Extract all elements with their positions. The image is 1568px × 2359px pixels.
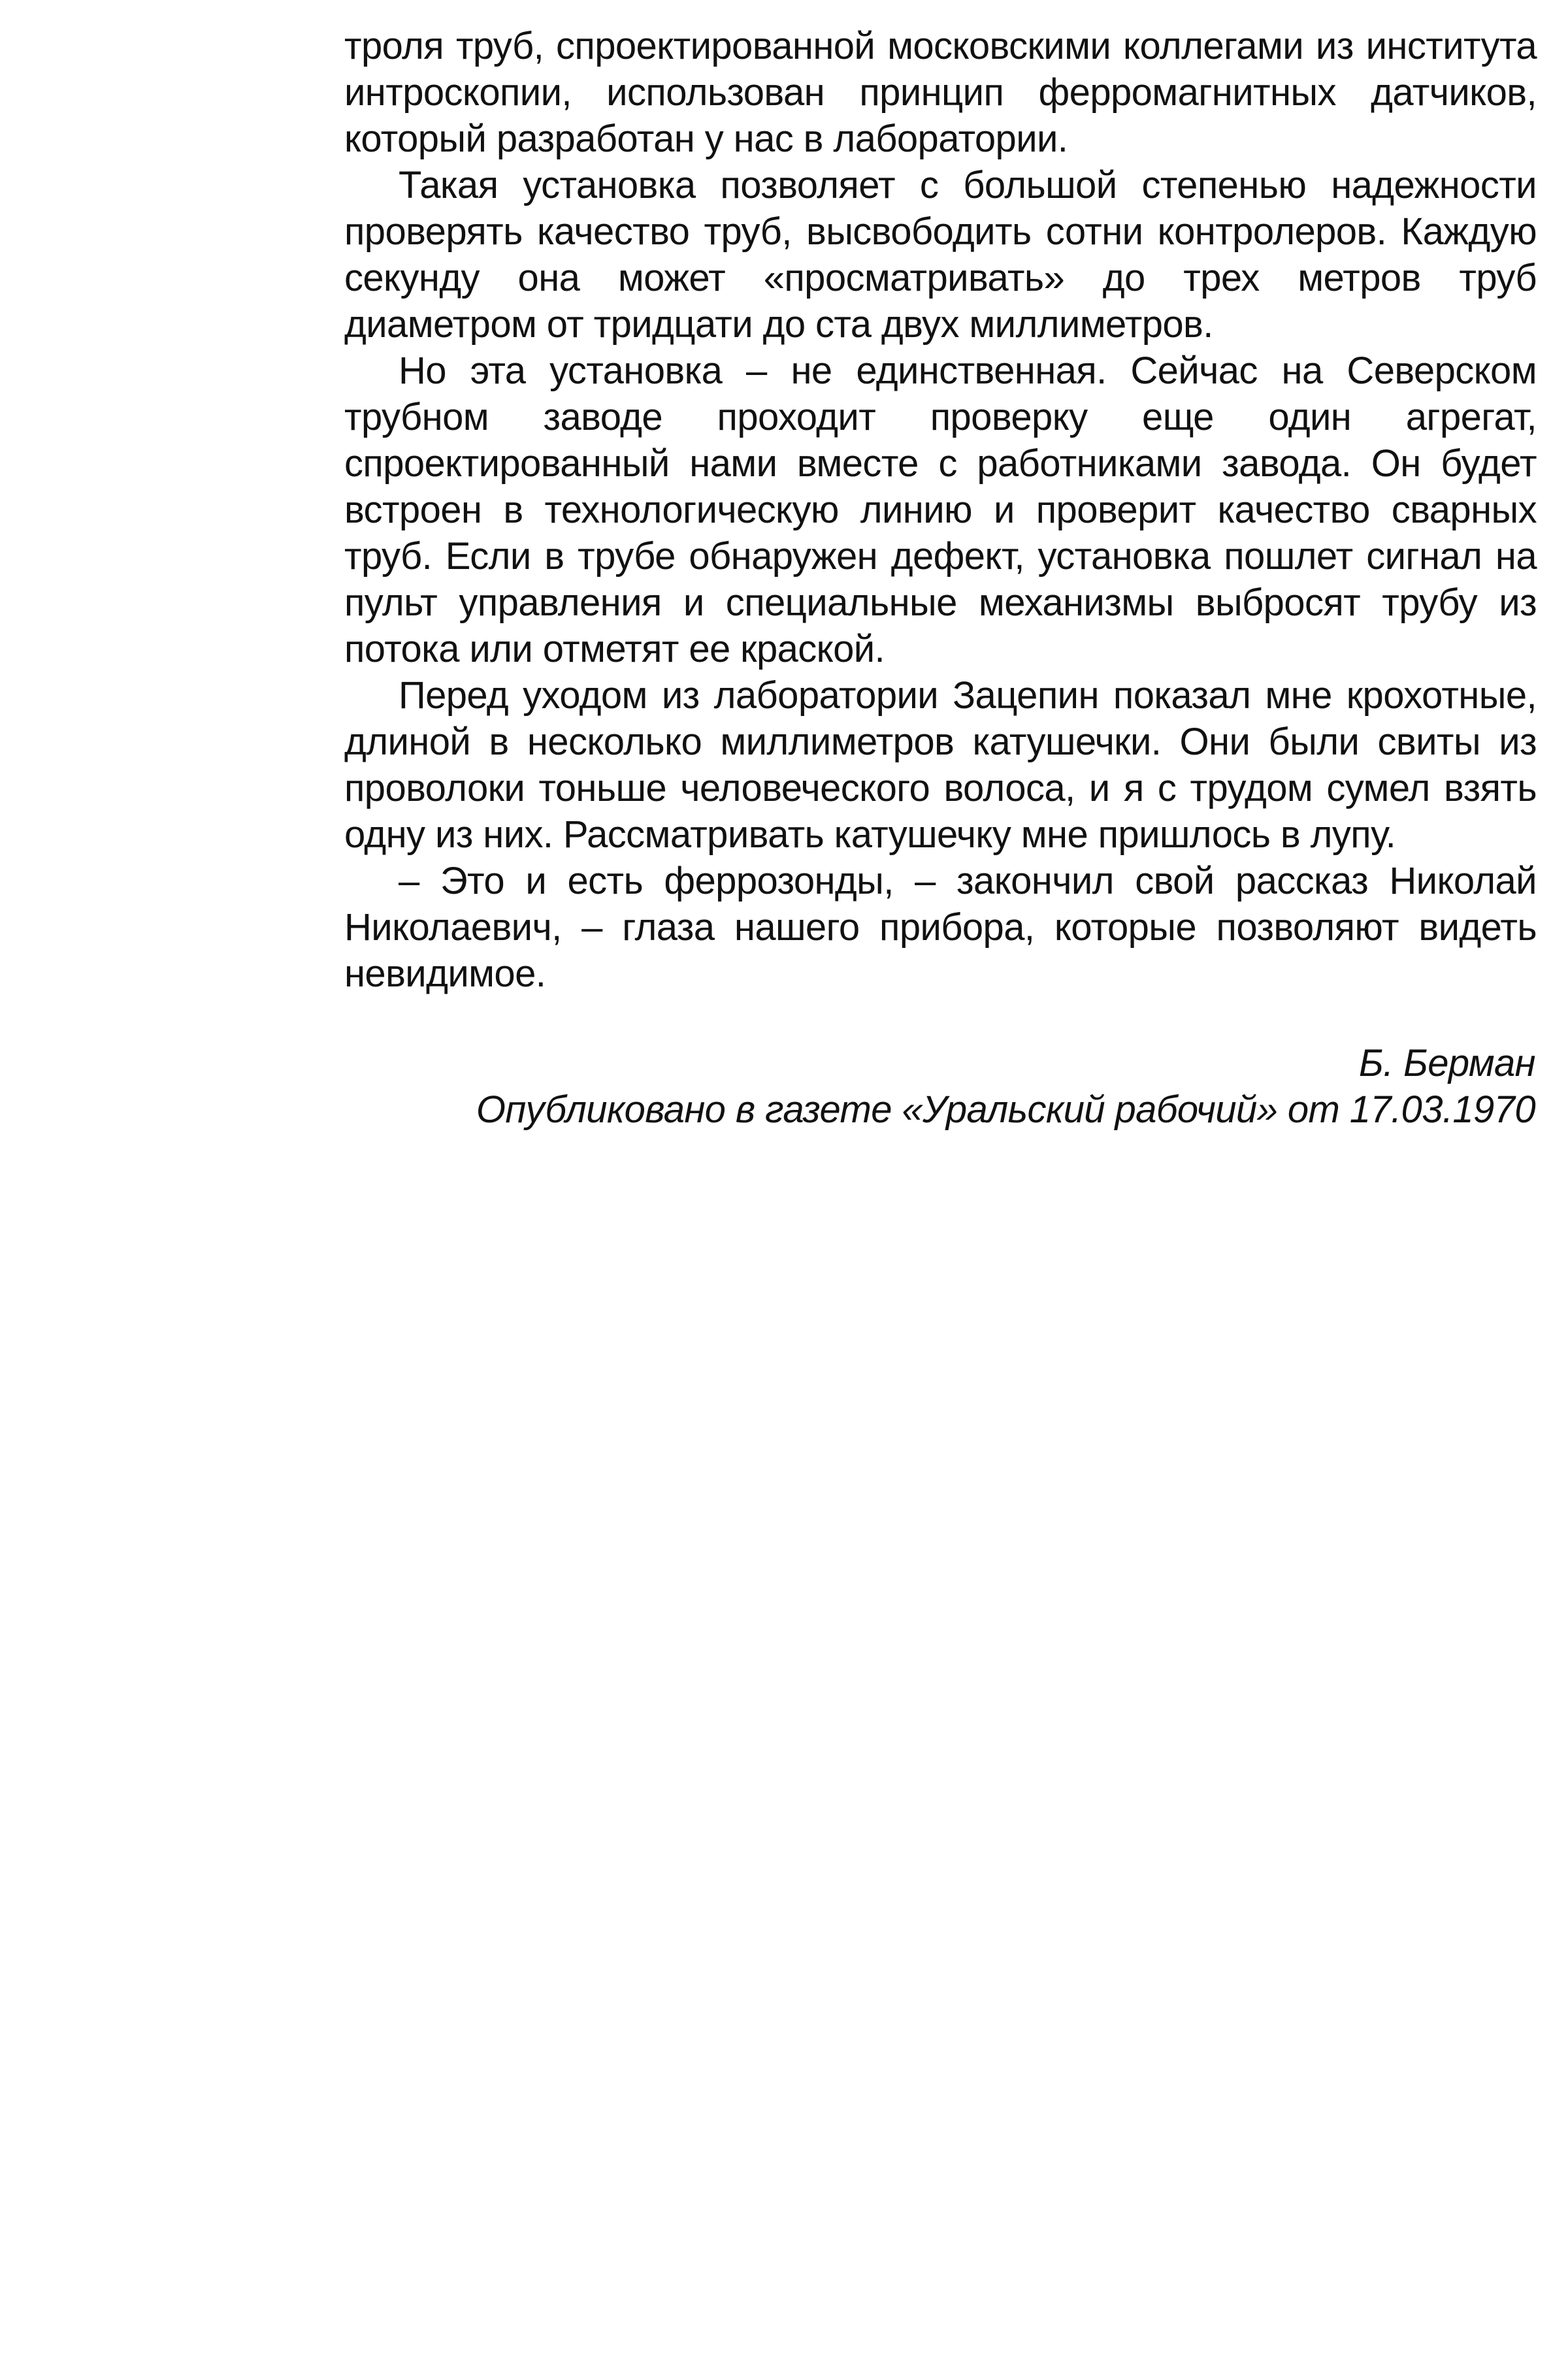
paragraph-continuation: троля труб, спроектированной московскими коллегами из института интроскопии, использован принцип ферромагнитных датчиков, который разработан у нас в лаборатории. — [344, 25, 1537, 160]
paragraph-quote: – Это и есть феррозонды, – закончил свой рассказ Николай Николаевич, – глаза нашего прибора, которые позволяют видеть невидимое. — [344, 860, 1537, 995]
article-body — [344, 23, 1537, 997]
paragraph-installation: Такая установка позволяет с большой степенью надежности проверять качество труб, высвободить сотни контролеров. Каждую секунду она может «просматривать» до трех метров труб диаметром от тридцати до ста двух миллиметров. — [344, 164, 1537, 346]
paragraph-seversk-plant: Но эта установка – не единственная. Сейчас на Северском трубном заводе проходит проверку еще один агрегат, спроектированный нами вместе с работниками завода. Он будет встроен в технологическую линию и проверит качество сварных труб. Если в трубе обнаружен дефект, установка пошлет сигнал на пульт управления и специальные механизмы выбросят трубу из потока или отметят ее краской. — [344, 350, 1537, 670]
publication-source: Опубликовано в газете «Уральский рабочий» от 17.03.1970 — [476, 1088, 1535, 1131]
paragraph-coils: Перед уходом из лаборатории Зацепин показал мне крохотные, длиной в несколько миллиметров катушечки. Они были свиты из проволоки тоньше человеческого волоса, и я с трудом сумел взять одну из них. Рассматривать катушечку мне пришлось в лупу. — [344, 674, 1537, 856]
author-signature: Б. Берман — [1358, 1042, 1535, 1084]
